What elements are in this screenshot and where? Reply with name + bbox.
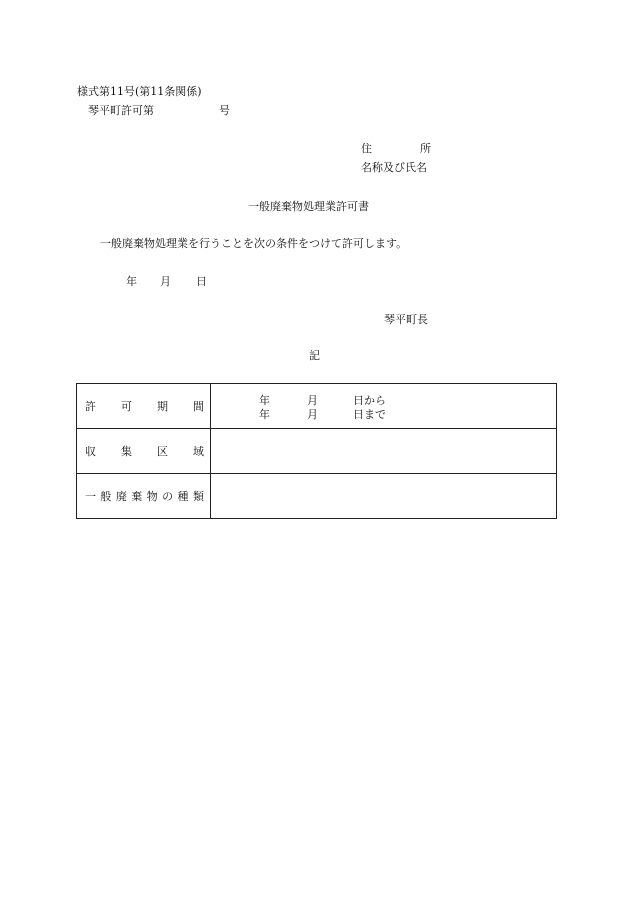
document-title: 一般廃棄物処理業許可書 <box>248 200 369 213</box>
date-day-label: 日 <box>196 275 207 288</box>
issuer-title: 琴平町長 <box>384 313 428 326</box>
table-row-permit-period <box>77 384 557 429</box>
ki-heading: 記 <box>309 349 320 362</box>
table-row-collection-area <box>77 429 557 474</box>
label-char: 期 <box>157 400 168 413</box>
label-char: 集 <box>121 445 132 458</box>
date-year-label: 年 <box>126 275 137 288</box>
label-char: の <box>162 490 174 503</box>
label-char: 類 <box>192 490 204 503</box>
label-char: 域 <box>193 445 204 458</box>
address-label-first-char: 住 <box>361 142 372 155</box>
address-label-second-char: 所 <box>420 142 431 155</box>
permit-conditions-table <box>76 383 557 519</box>
permit-period-label-cell <box>77 384 211 429</box>
collection-area-label-cell <box>77 429 211 474</box>
permit-number-suffix: 号 <box>219 104 230 117</box>
name-label: 名称及び氏名 <box>361 161 427 174</box>
body-text: 一般廃棄物処理業を行うことを次の条件をつけて許可します。 <box>100 237 408 250</box>
permit-number-label: 琴平町許可第 <box>88 104 154 117</box>
label-char: 物 <box>146 490 158 503</box>
period-start-year: 年 <box>259 394 270 407</box>
form-number: 様式第11号(第11条関係) <box>77 85 202 98</box>
label-char: 許 <box>85 400 96 413</box>
period-end-line <box>211 406 556 420</box>
period-end-year: 年 <box>259 408 270 421</box>
label-char: 種 <box>177 490 189 503</box>
date-month-label: 月 <box>160 275 171 288</box>
period-start-day: 日から <box>353 394 386 407</box>
label-char: 棄 <box>131 490 143 503</box>
waste-type-value-cell <box>211 474 557 519</box>
label-char: 可 <box>121 400 132 413</box>
permit-period-label <box>77 398 210 414</box>
period-start-line <box>211 392 556 406</box>
permit-period-value-cell <box>211 384 557 429</box>
label-char: 間 <box>193 400 204 413</box>
table-row-waste-type <box>77 474 557 519</box>
label-char: 収 <box>85 445 96 458</box>
period-end-day: 日まで <box>353 408 386 421</box>
waste-type-label <box>77 488 210 504</box>
label-char: 区 <box>157 445 168 458</box>
period-start-month: 月 <box>307 394 318 407</box>
period-end-month: 月 <box>307 408 318 421</box>
collection-area-value-cell <box>211 429 557 474</box>
waste-type-label-cell <box>77 474 211 519</box>
label-char: 廃 <box>115 490 127 503</box>
label-char: 般 <box>100 490 112 503</box>
label-char: 一 <box>85 490 96 503</box>
collection-area-label <box>77 443 210 459</box>
